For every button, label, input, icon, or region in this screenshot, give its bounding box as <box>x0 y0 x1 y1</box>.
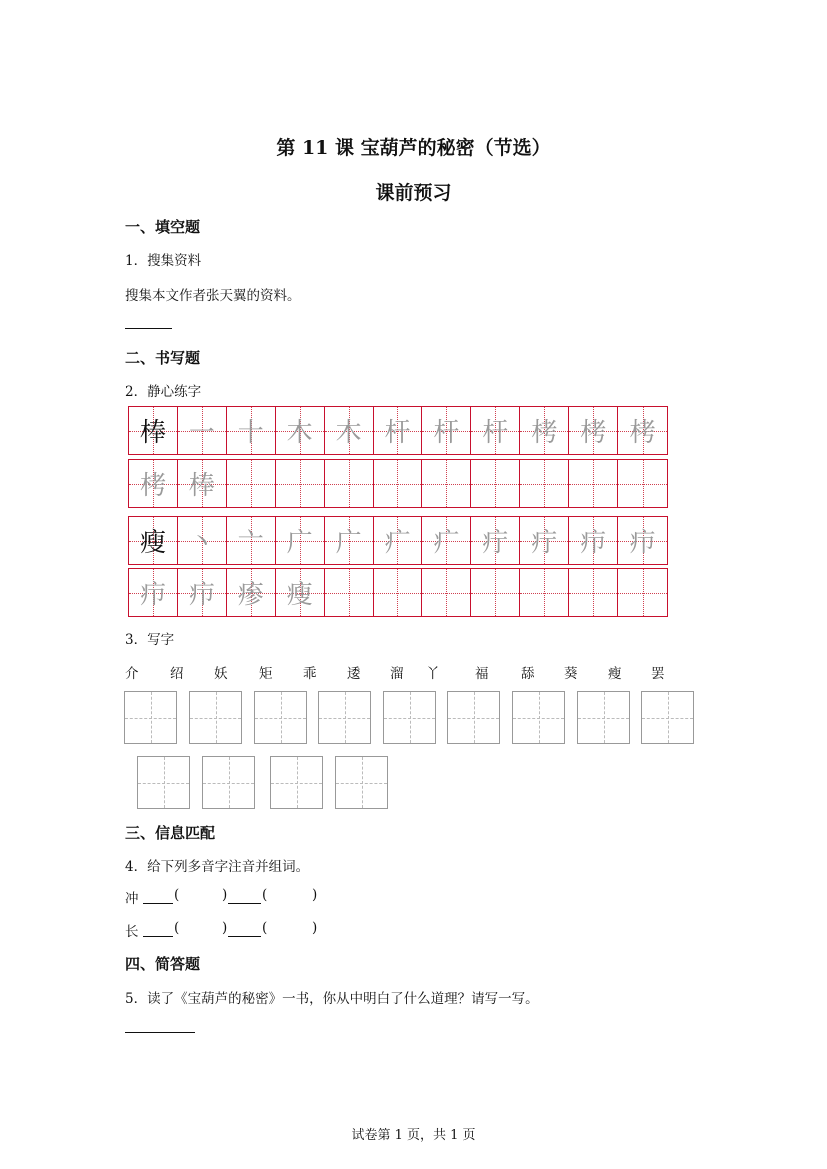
question-4-label: 4．给下列多音字注音并组词。 <box>125 859 310 875</box>
stroke-char: 木 <box>335 418 362 448</box>
stroke-cell <box>520 517 569 564</box>
stroke-cell <box>227 407 276 454</box>
stroke-cell <box>227 569 276 616</box>
stroke-char: 疖 <box>580 528 607 558</box>
question-3-label: 3．写字 <box>125 632 175 648</box>
stroke-char: 栲 <box>580 418 607 448</box>
stroke-cell[interactable] <box>374 460 423 507</box>
tianzige-box[interactable] <box>270 756 323 809</box>
stroke-cell <box>276 569 325 616</box>
char-item: 福 <box>475 666 489 682</box>
stroke-cell <box>129 407 178 454</box>
question-2-label: 2．静心练字 <box>125 384 202 400</box>
stroke-order-grid-shou-1 <box>128 516 668 565</box>
stroke-char: 棒 <box>188 471 215 501</box>
stroke-char: 广 <box>335 528 362 558</box>
stroke-char: 瘆 <box>237 580 264 610</box>
stroke-char: 杆 <box>482 418 509 448</box>
stroke-cell <box>325 517 374 564</box>
stroke-char: 丶 <box>188 528 215 558</box>
stroke-char: 亠 <box>237 528 264 558</box>
stroke-cell <box>569 517 618 564</box>
stroke-char: 疖 <box>629 528 656 558</box>
word-blank[interactable] <box>143 903 173 904</box>
stroke-cell <box>276 517 325 564</box>
stroke-cell <box>178 517 227 564</box>
stroke-cell <box>129 569 178 616</box>
question-1-text: 搜集本文作者张天翼的资料。 <box>125 288 301 304</box>
stroke-cell[interactable] <box>374 569 423 616</box>
page-footer: 试卷第 1 页，共 1 页 <box>351 1128 476 1143</box>
paren-close: ) <box>312 920 318 936</box>
answer-blank-1[interactable] <box>125 328 172 329</box>
stroke-cell <box>471 407 520 454</box>
stroke-cell[interactable] <box>422 460 471 507</box>
char-item: 葵 <box>564 666 578 682</box>
stroke-cell[interactable] <box>520 569 569 616</box>
char-item: 逶 <box>347 666 361 682</box>
stroke-char: 一 <box>188 418 215 448</box>
stroke-cell <box>178 460 227 507</box>
section-short-answer: 四、简答题 <box>125 955 201 973</box>
tianzige-box[interactable] <box>383 691 436 744</box>
polyphone-char-chang: 长 <box>125 924 139 940</box>
stroke-char: 栲 <box>629 418 656 448</box>
stroke-char: 瘦 <box>139 528 166 558</box>
answer-blank-5[interactable] <box>125 1032 195 1033</box>
section-fill-blank: 一、填空题 <box>125 218 201 236</box>
char-item: 瘦 <box>608 666 622 682</box>
char-item: 罢 <box>651 666 665 682</box>
paren-close: ) <box>312 887 318 903</box>
stroke-cell[interactable] <box>325 569 374 616</box>
stroke-cell <box>520 407 569 454</box>
stroke-cell <box>325 407 374 454</box>
question-1-label: 1．搜集资料 <box>125 253 202 269</box>
char-item: 丫 <box>426 666 440 682</box>
stroke-char: 十 <box>237 418 264 448</box>
tianzige-box[interactable] <box>577 691 630 744</box>
stroke-char: 疔 <box>482 528 509 558</box>
stroke-cell[interactable] <box>471 569 520 616</box>
stroke-char: 杆 <box>433 418 460 448</box>
stroke-cell <box>569 407 618 454</box>
page-title: 第 11 课 宝葫芦的秘密（节选） <box>276 137 551 159</box>
stroke-char: 疔 <box>531 528 558 558</box>
stroke-cell <box>178 569 227 616</box>
stroke-cell[interactable] <box>520 460 569 507</box>
tianzige-box[interactable] <box>202 756 255 809</box>
stroke-char: 疒 <box>384 528 411 558</box>
stroke-cell[interactable] <box>569 569 618 616</box>
section-writing: 二、书写题 <box>125 349 201 367</box>
paren-open: ( <box>262 887 268 903</box>
stroke-cell[interactable] <box>471 460 520 507</box>
stroke-order-grid-bang-2 <box>128 459 668 508</box>
stroke-order-grid-shou-2 <box>128 568 668 617</box>
tianzige-box[interactable] <box>189 691 242 744</box>
stroke-char: 栲 <box>531 418 558 448</box>
stroke-cell <box>618 407 667 454</box>
stroke-cell[interactable] <box>227 460 276 507</box>
stroke-char: 疖 <box>139 580 166 610</box>
char-item: 妖 <box>214 666 228 682</box>
word-blank[interactable] <box>228 936 261 937</box>
tianzige-box[interactable] <box>641 691 694 744</box>
stroke-cell[interactable] <box>276 460 325 507</box>
stroke-cell <box>276 407 325 454</box>
stroke-cell <box>422 407 471 454</box>
stroke-char: 广 <box>286 528 313 558</box>
stroke-cell[interactable] <box>569 460 618 507</box>
stroke-cell <box>178 407 227 454</box>
paren-close: ) <box>222 887 228 903</box>
tianzige-box[interactable] <box>318 691 371 744</box>
tianzige-box[interactable] <box>335 756 388 809</box>
stroke-cell[interactable] <box>618 460 667 507</box>
word-blank[interactable] <box>143 936 173 937</box>
stroke-char: 疒 <box>433 528 460 558</box>
question-5-label: 5．读了《宝葫芦的秘密》一书，你从中明白了什么道理？请写一写。 <box>125 991 539 1007</box>
stroke-cell[interactable] <box>422 569 471 616</box>
page-subtitle: 课前预习 <box>375 182 452 204</box>
polyphone-char-chong: 冲 <box>125 891 139 907</box>
char-item: 舔 <box>521 666 535 682</box>
tianzige-box[interactable] <box>124 691 177 744</box>
char-item: 绍 <box>170 666 184 682</box>
paren-open: ( <box>262 920 268 936</box>
paren-open: ( <box>174 920 180 936</box>
stroke-cell <box>471 517 520 564</box>
stroke-cell <box>129 517 178 564</box>
stroke-cell <box>374 517 423 564</box>
stroke-cell <box>129 460 178 507</box>
word-blank[interactable] <box>228 903 261 904</box>
stroke-char: 木 <box>286 418 313 448</box>
stroke-char: 瘦 <box>286 580 313 610</box>
char-item: 介 <box>125 666 139 682</box>
tianzige-box[interactable] <box>512 691 565 744</box>
stroke-cell <box>618 517 667 564</box>
stroke-cell <box>227 517 276 564</box>
char-item: 溜 <box>390 666 404 682</box>
paren-open: ( <box>174 887 180 903</box>
stroke-cell[interactable] <box>618 569 667 616</box>
stroke-char: 疖 <box>188 580 215 610</box>
section-info-match: 三、信息匹配 <box>125 824 216 842</box>
stroke-cell[interactable] <box>325 460 374 507</box>
tianzige-box[interactable] <box>254 691 307 744</box>
stroke-char: 棒 <box>139 418 166 448</box>
char-item: 乖 <box>303 666 317 682</box>
stroke-cell <box>374 407 423 454</box>
paren-close: ) <box>222 920 228 936</box>
stroke-cell <box>422 517 471 564</box>
stroke-order-grid-bang-1 <box>128 406 668 455</box>
stroke-char: 栲 <box>139 471 166 501</box>
tianzige-box[interactable] <box>137 756 190 809</box>
stroke-char: 杆 <box>384 418 411 448</box>
char-item: 矩 <box>259 666 273 682</box>
tianzige-box[interactable] <box>447 691 500 744</box>
